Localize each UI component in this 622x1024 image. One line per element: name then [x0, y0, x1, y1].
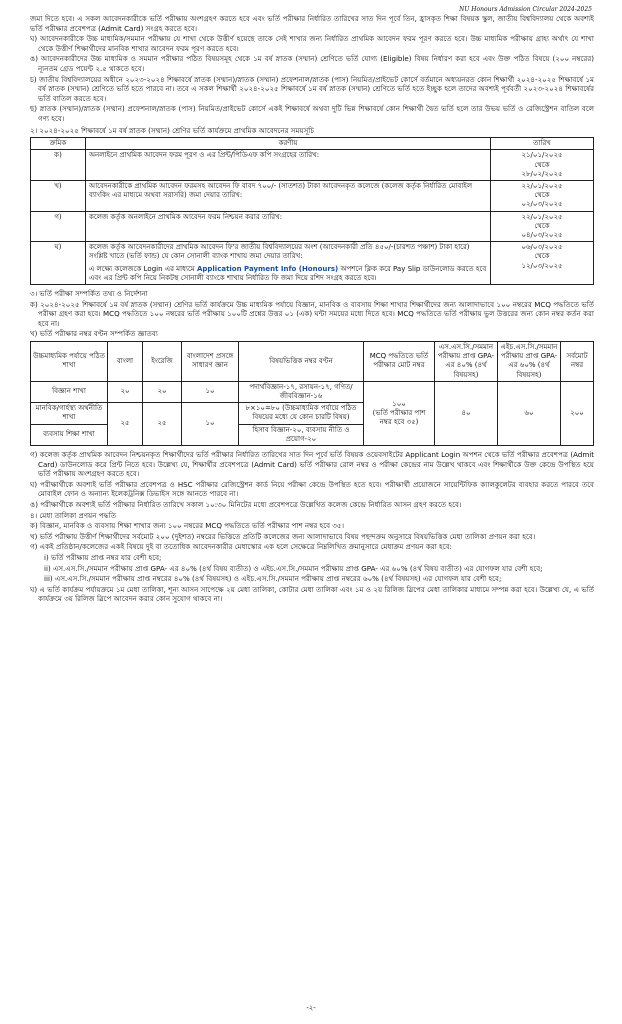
date-sep: থেকে — [534, 252, 550, 261]
science-bangla: ২০ — [108, 381, 143, 402]
schedule-header-row — [31, 138, 594, 150]
schedule-serial: গ) — [31, 211, 86, 242]
circular-header: NU Honours Admission Circular 2024-2025 — [459, 6, 592, 13]
schedule-col-date: তারিখ — [491, 138, 594, 150]
schedule-serial: ঘ) — [31, 242, 86, 285]
ssc-value: ৪০ — [435, 381, 498, 445]
marks-col-bd: বাংলাদেশ প্রসঙ্গে সাধারণ জ্ঞান — [182, 341, 239, 381]
schedule-row — [31, 180, 594, 211]
schedule-task-text: কলেজ কর্তৃক আবেদনকারীদের প্রাথমিক আবেদন ফি'র জাতীয় বিশ্ববিদ্যালয়ের অংশ (আবেদনকারী প্রতি ৪৫০/-(চারশত পঞ্চাশ) টাকা হারে) সংশ্লিষ্ট খাতে (ভর্তি ফান্ড) যে কোন সোনালী ব্যাংক শাখায় জমা দেয়ার তারিখ: — [89, 243, 470, 261]
marks-col-bangla: বাংলা — [108, 341, 143, 381]
schedule-task-note — [89, 265, 487, 283]
exam-info-item-ka: ক) ২০২৪-২০২৫ শিক্ষাবর্ষে ১ম বর্ষ স্নাতক (সম্মান) শ্রেণির ভর্তি কার্যক্রমে উচ্চ মাধ্যমিক পর্যায়ে বিজ্ঞান, মানবিক ও ব্যবসায় শিক্ষা শাখার শিক্ষার্থীদের জন্য আলাদাভাবে ১০০ নম্বরের MCQ পদ্ধতিতে ভর্তি পরীক্ষা গ্রহণ করা হবে। MCQ পদ্ধতিতে ১০০ নম্বরের ভর্তি পরীক্ষায় ১০০টি প্রশ্নের উত্তর ০১ (এক) ঘন্টা সময়ের মধ্যে দিতে হবে। MCQ পদ্ধতিতে ভর্তি পরীক্ষায় ভুল উত্তরের জন্য কোন নম্বর কর্তন করা হবে না। — [30, 299, 594, 328]
schedule-heading: ২। ২০২৪-২০২৫ শিক্ষাবর্ষে ১ম বর্ষ স্নাতক (সম্মান) শ্রেণির ভর্তি কার্যক্রমে প্রাথমিক আবেদনের সময়সূচি — [30, 125, 315, 135]
mcq-pass-note: (ভর্তি পরীক্ষার পাশ নম্বর হবে ৩৫) — [372, 408, 426, 426]
schedule-serial: খ) — [31, 180, 86, 211]
application-payment-info-link[interactable]: Application Payment Info (Honours) — [196, 264, 339, 273]
schedule-serial: ক) — [31, 150, 86, 181]
mcq-total-value: ১০০ — [392, 399, 406, 408]
date-to: ১২/০৩/২০২৫ — [521, 261, 563, 270]
date-from: ০৬/০৩/২০২৫ — [521, 243, 563, 252]
date-sep: থেকে — [534, 221, 550, 230]
exam-info-heading: ৩। ভর্তি পরীক্ষা সম্পর্কিত তথ্য ও নির্দেশনা — [30, 288, 148, 298]
science-english: ২০ — [143, 381, 182, 402]
science-bd: ১০ — [182, 381, 239, 402]
schedule-row — [31, 211, 594, 242]
mcq-total — [364, 381, 435, 445]
date-from: ২২/০১/২০২৫ — [521, 181, 563, 190]
exam-info-item-kha: খ) ভর্তি পরীক্ষার নম্বর বণ্টন সম্পর্কিত জ্ঞাতব্য — [30, 329, 158, 339]
schedule-col-serial: ক্রমিক — [31, 138, 86, 150]
shared-bangla: ২৫ — [108, 403, 143, 446]
business-subject: হিসাব বিজ্ঞান-২০, ব্যবসায় নীতি ও প্রয়োগ-২০ — [239, 424, 364, 445]
marks-col-branch: উচ্চমাধ্যমিক পর্যায়ে পঠিত শাখা — [31, 341, 108, 381]
date-sep: থেকে — [534, 160, 550, 169]
date-to: ০২/০৩/২০২৫ — [521, 200, 563, 209]
date-from: ২১/০১/২০২৫ — [521, 151, 563, 160]
science-subject: পদার্থবিজ্ঞান-১৭, রসায়ন-১৭, গণিত/জীববিজ্ঞান-১৬ — [239, 381, 364, 402]
branch-humanities: মানবিক/গার্হস্থ্য অর্থনীতি শাখা — [31, 403, 108, 424]
exam-info-item-gha: ঘ) পরীক্ষার্থীকে অবশ্যই ভর্তি পরীক্ষার প্রবেশপত্র ও HSC পরীক্ষার রেজিস্ট্রেশন কার্ড নিয়ে পরীক্ষা কেন্দ্রে উপস্থিত হতে হবে। পরীক্ষার্থী প্রয়োজনে সায়েন্টিফিক ক্যালকুলেটর ব্যবহার করতে পারবে তবে মোবাইল ফোন ও অন্যান্য ইলেকট্রনিক্স ডিভাইস সঙ্গে আনতে পারবে না। — [30, 479, 594, 499]
marks-col-subject: বিষয়ভিত্তিক নম্বর বণ্টন — [239, 341, 364, 381]
schedule-table — [30, 137, 594, 285]
total-value: ২০০ — [561, 381, 594, 445]
intro-item-gha: ঘ) আবেদনকারীকে উচ্চ মাধ্যমিক/সমমান পরীক্ষায় যে শাখা থেকে উত্তীর্ণ হয়েছে তাকে সেই শাখার জন্য নির্ধারিত প্রাথমিক আবেদন ফরম পূরণ করতে হবে। উচ্চ মাধ্যমিক পরীক্ষায় গ্রাহ্য অর্থাৎ যে শাখা থেকে উত্তীর্ণ শিক্ষার্থীদের মানবিক শাখার আবেদন ফরম পূরণ করতে হবে। — [30, 34, 594, 53]
schedule-date — [491, 242, 594, 285]
marks-col-total: সর্বমোট নম্বর — [561, 341, 594, 381]
merit-item-gha: ঘ) এ ভর্তি কার্যক্রম পর্যায়ক্রমে ১ম মেধা তালিকা, শূন্য আসন সাপেক্ষে ২য় মেধা তালিকা, কোটার মেধা তালিকা এবং ১ম ও ২য় রিলিজ স্লিপের মেধা তালিকার মাধ্যমে সম্পন্ন করা হবে। উল্লেখ্য যে, এ ভর্তি কার্যক্রমে ৩য় রিলিজ স্লিপে আবেদন করার কোন সুযোগ থাকবে না। — [30, 584, 594, 604]
schedule-row — [31, 150, 594, 181]
merit-rule-ii: ii) এস.এস.সি./সমমান পরীক্ষায় প্রাপ্ত GPA- এর ৪০% (৪র্থ বিষয় ব্যতীত) ও এইচ.এস.সি./সমমান পরীক্ষায় প্রাপ্ত GPA- এর ৬০% (৪র্থ বিষয় ব্যতীত) এর যোগফল যার বেশী হবে; — [44, 563, 543, 573]
shared-bd: ১০ — [182, 403, 239, 446]
page-number: -২- — [306, 1004, 316, 1012]
shared-english: ২৫ — [143, 403, 182, 446]
merit-rule-i: i) ভর্তি পরীক্ষায় প্রাপ্ত নম্বর যার বেশী হবে; — [44, 552, 162, 562]
intro-item-cha: চ) জাতীয় বিশ্ববিদ্যালয়ের অধীনে ২০২৩-২০২৪ শিক্ষাবর্ষে স্নাতক (সম্মান)/স্নাতক (সম্মান) প্রফেশনাল/স্নাতক (পাস) নিয়মিত/প্রাইভেট কোর্সে বর্তমানে অধ্যয়নরত কোন শিক্ষার্থী ২০২৪-২০২৫ শিক্ষাবর্ষে ১ম বর্ষ স্নাতক (সম্মান) শ্রেণিতে ভর্তি হতে পারবে না। তবে এ সকল শিক্ষার্থী ২০২৪-২০২৫ শিক্ষাবর্ষে ১ম বর্ষ স্নাতক (সম্মান) শ্রেণিতে ভর্তি হতে ইচ্ছুক হলে তাদের অবশ্যই পূর্ববর্তী ২০২৩-২০২৪ শিক্ষাবর্ষের ভর্তি বাতিল করতে হবে। — [30, 74, 594, 103]
note-pre: এ লক্ষ্যে কলেজকে Login এর মাধ্যমে — [89, 264, 195, 273]
marks-col-mcq: MCQ পদ্ধতিতে ভর্তি পরীক্ষার মোট নম্বর — [364, 341, 435, 381]
date-sep: থেকে — [534, 191, 550, 200]
schedule-col-task: করণীয় — [86, 138, 491, 150]
date-to: ২৮/০২/২০২৫ — [521, 169, 563, 178]
merit-heading: ৪। মেধা তালিকা প্রণয়ন পদ্ধতি — [30, 510, 117, 520]
marks-col-hsc: এইচ.এস.সি./সমমান পরীক্ষায় প্রাপ্ত GPA- এর ৬০% (৪র্থ বিষয়সহ) — [498, 341, 561, 381]
marks-table — [30, 341, 594, 446]
merit-section — [30, 511, 594, 604]
intro-item-umo: ঙ) আবেদনকারীদের উচ্চ মাধ্যমিক ও সমমান পরীক্ষার পঠিত বিষয়সমূহ থেকে ১ম বর্ষ স্নাতক (সম্মান) শ্রেণিতে ভর্তি যোগ্য (Eligible) বিষয় নির্ধারণ করা হবে এবং উক্ত পঠিত বিষয়ে (২০০ নম্বরের) ন্যূনতম গ্রেড পয়েন্ট ২.৫ থাকতে হবে। — [30, 54, 594, 73]
merit-item-ga: গ) একই প্রতিষ্ঠান/কলেজের একই বিষয়ে দুই বা ততোধিক আবেদনকারীর মেধাস্কোর এক হলে সেক্ষেত্রে নিম্নলিখিত ক্রমানুসারে মেধাক্রম প্রণয়ন করা হবে: — [30, 542, 452, 552]
schedule-row — [31, 242, 594, 285]
note-post: অপশনে ক্লিক করে Pay Slip ডাউনলোড করতে হবে এবং এর প্রিন্ট কপি নিয়ে নিকটস্থ সোনালী ব্যাংকে শাখায় নির্ধারিত ফি জমা দিয়ে রশিদ সংগ্রহ করতে হবে। — [89, 264, 487, 282]
branch-business: ব্যবসায় শিক্ষা শাখা — [31, 424, 108, 445]
branch-science: বিজ্ঞান শাখা — [31, 381, 108, 402]
marks-col-ssc: এস.এস.সি./সমমান পরীক্ষায় প্রাপ্ত GPA- এর ৪০% (৪র্থ বিষয়সহ) — [435, 341, 498, 381]
exam-info-item-ga: গ) কলেজ কর্তৃক প্রাথমিক আবেদন নিশ্চয়নকৃত শিক্ষার্থীদের ভর্তি পরীক্ষার নির্ধারিত তারিখের সাত দিন পূর্বে ভর্তি বিষয়ক ওয়েবসাইটের Applicant Login অপশন থেকে ভর্তি পরীক্ষার প্রবেশপত্র (Admit Card) ডাউনলোড করে প্রিন্ট নিতে হবে। উল্লেখ্য যে, শিক্ষার্থীর প্রবেশপত্রে (Admit Card) ভর্তি পরীক্ষার রোল নম্বর ও পরীক্ষা কেন্দ্রের নাম উল্লেখ থাকবে এবং শিক্ষার্থীকে উক্ত কেন্দ্রে উপস্থিত হয়ে ভর্তি পরীক্ষায় অংশগ্রহণ করতে হবে। — [30, 449, 594, 479]
schedule-task: কলেজ কর্তৃক অনলাইনে প্রাথমিক আবেদন ফরম নিশ্চয়ন করার তারিখ: — [86, 211, 491, 242]
intro-item-chha: ছ) স্নাতক (সম্মান)/স্নাতক (সম্মান) প্রফেশনাল/স্নাতক (পাস) নিয়মিত/প্রাইভেট কোর্সে একই শিক্ষাবর্ষে অথবা দুটি ভিন্ন শিক্ষাবর্ষে কোন শিক্ষার্থী দ্বৈত ভর্তি হলে তার উভয় ভর্তি ও রেজিস্ট্রেশন বাতিল বলে গণ্য হবে। — [30, 104, 594, 123]
schedule-task: অনলাইনে প্রাথমিক আবেদন ফরম পূরণ ও এর প্রিন্ট/পিডিএফ কপি সংগ্রহের তারিখ: — [86, 150, 491, 181]
date-from: ২২/০১/২০২৫ — [521, 212, 563, 221]
schedule-task: আবেদনকারীকে প্রাথমিক আবেদন ফরমসহ আবেদন ফি বাবদ ৭০০/- (সাতশত) টাকা আবেদনকৃত কলেজে (কলেজ কর্তৃক নির্ধারিত মোবাইল ব্যাংকিং এর মাধ্যমে অথবা সরাসরি) জমা দেয়ার তারিখ: — [86, 180, 491, 211]
schedule-date — [491, 150, 594, 181]
marks-col-english: ইংরেজি — [143, 341, 182, 381]
marks-row-science — [31, 381, 594, 402]
exam-info-item-umo: ঙ) পরীক্ষার্থীকে অবশ্যই ভর্তি পরীক্ষার নির্ধারিত তারিখে সকাল ১০:৩০ মিনিটের মধ্যে প্রবেশপত্রে উল্লেখিত কলেজ কেন্দ্রে নির্ধারিত আসন গ্রহণ করতে হবে। — [30, 499, 462, 509]
intro-continuation: জমা দিতে হবে। এ সকল আবেদনকারীকে ভর্তি পরীক্ষায় অংশগ্রহণ করতে হবে এবং ভর্তি পরীক্ষার নির্ধারিত তারিখের সাত দিন পূর্বে তিন, হ্রাসকৃত শিক্ষা বিষয়ক স্কুল, জাতীয় বিশ্ববিদ্যালয় থেকে অবশ্যই ভর্তি পরীক্ষার প্রবেশপত্র (Admit Card) সংগ্রহ করতে হবে। — [30, 14, 594, 33]
hsc-value: ৬০ — [498, 381, 561, 445]
date-to: ০৪/০৩/২০২৫ — [521, 230, 563, 239]
merit-rule-iii: iii) এস.এস.সি./সমমান পরীক্ষায় প্রাপ্ত নম্বরের ৪০% (৪র্থ বিষয়সহ) ও এইচ.এস.সি./সমমান পরীক্ষায় প্রাপ্ত নম্বরের ৬০% (৪র্থ বিষয়সহ) এর যোগফল যার বেশী হবে; — [44, 574, 502, 584]
humanities-subject: ৮×১০=৮০ (উচ্চমাধ্যমিক পর্যায়ে পঠিত বিষয়ের মধ্যে যে কোন চারটি বিষয়) — [239, 403, 364, 424]
schedule-date — [491, 211, 594, 242]
schedule-task — [86, 242, 491, 285]
merit-item-ka: ক) বিজ্ঞান, মানবিক ও ব্যবসায় শিক্ষা শাখার জন্য ১০০ নম্বরের MCQ পদ্ধতিতে ভর্তি পরীক্ষার পাশ নম্বর হবে ৩৫। — [30, 521, 345, 531]
schedule-date — [491, 180, 594, 211]
merit-item-kha: খ) ভর্তি পরীক্ষায় উত্তীর্ণ শিক্ষার্থীদের সর্বমোট ২০০ (দুইশত) নম্বরের ভিত্তিতে প্রতিটি কলেজের জন্য আলাদাভাবে বিষয় পছন্দক্রম অনুসারে বিষয়ভিত্তিক মেধা তালিকা প্রণয়ন করা হবে। — [30, 531, 536, 541]
marks-header-row — [31, 341, 594, 381]
